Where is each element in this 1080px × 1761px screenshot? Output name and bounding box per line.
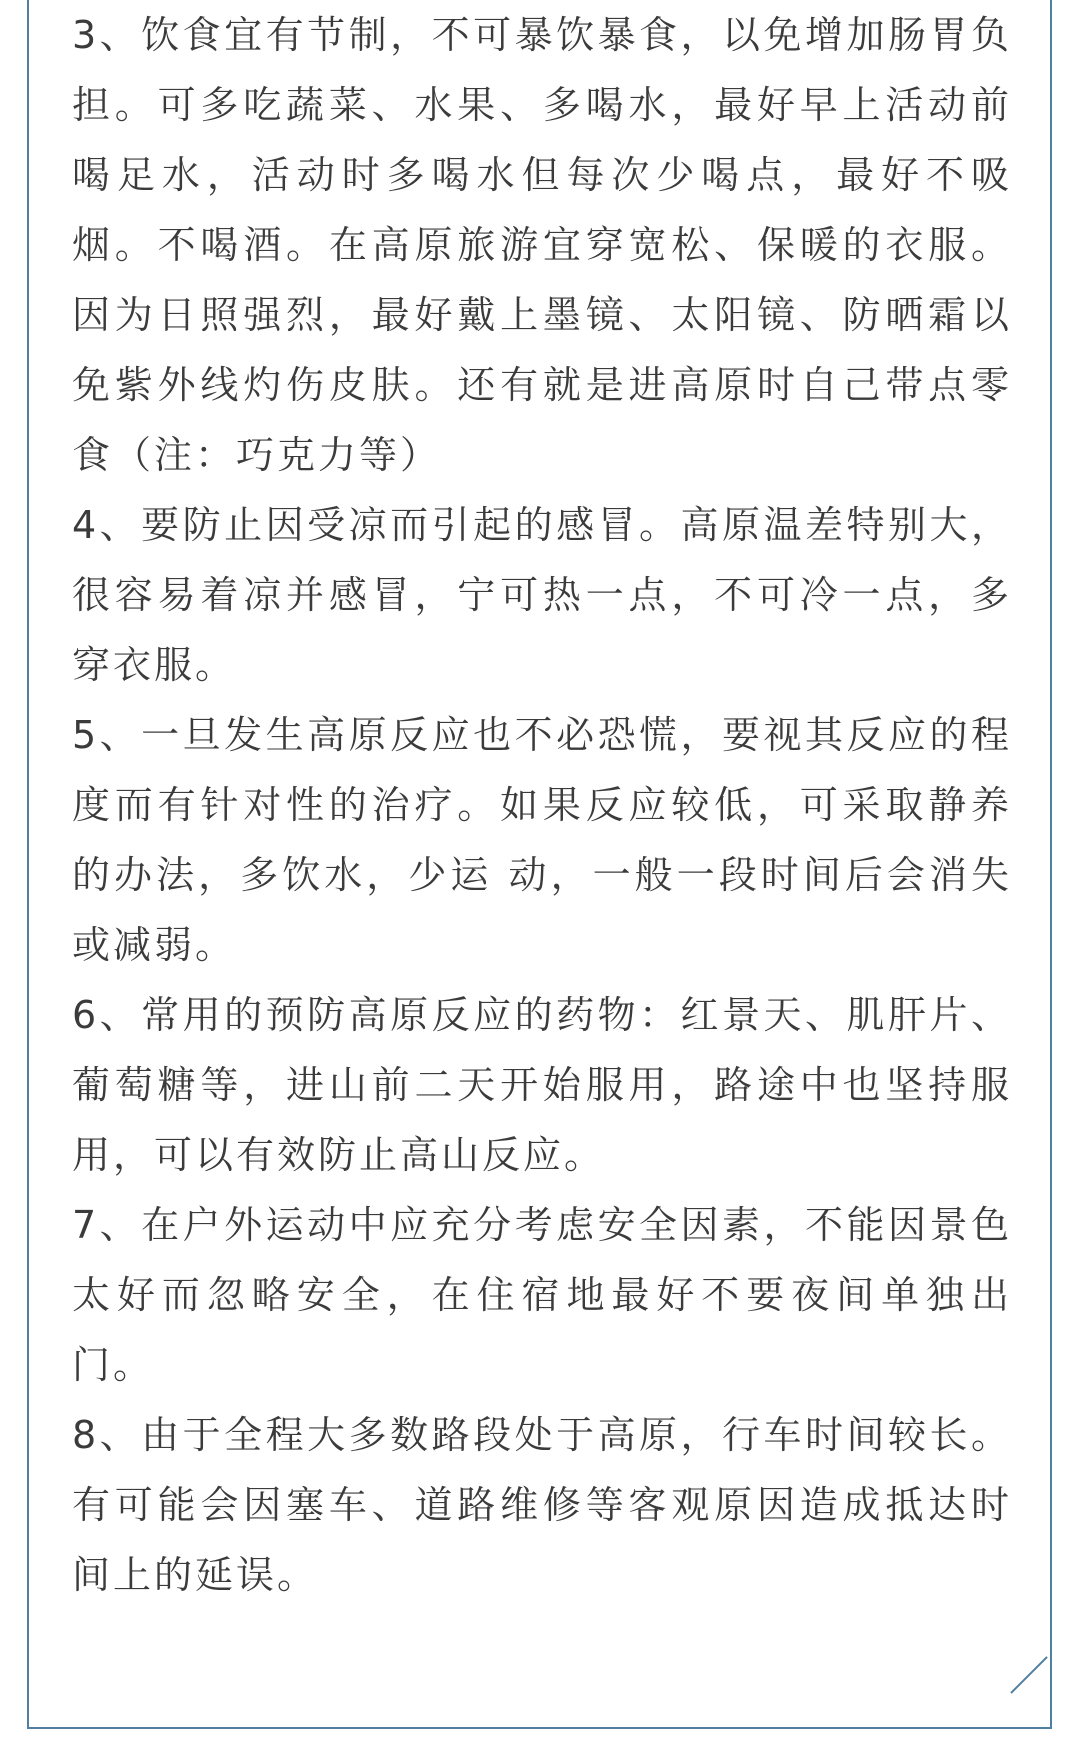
tip-5: 5、一旦发生高原反应也不必恐慌，要视其反应的程度而有针对性的治疗。如果反应较低，可采取静养的办法，多饮水，少运 动，一般一段时间后会消失或减弱。 xyxy=(72,713,1012,967)
tip-6: 6、常用的预防高原反应的药物：红景天、肌肝片、葡萄糖等，进山前二天开始服用，路途中也坚持服用，可以有效防止高山反应。 xyxy=(72,993,1012,1177)
tip-8: 8、由于全程大多数路段处于高原，行车时间较长。有可能会因塞车、道路维修等客观原因造成抵达时间上的延误。 xyxy=(72,1413,1012,1597)
frame-corner-cut xyxy=(1014,1691,1050,1727)
tip-3: 3、饮食宜有节制，不可暴饮暴食，以免增加肠胃负担。可多吃蔬菜、水果、多喝水，最好早上活动前喝足水，活动时多喝水但每次少喝点，最好不吸烟。不喝酒。在高原旅游宜穿宽松、保暖的衣服。因为日照强烈，最好戴上墨镜、太阳镜、防晒霜以免紫外线灼伤皮肤。还有就是进高原时自己带点零食（注：巧克力等） xyxy=(72,13,1012,477)
tip-4: 4、要防止因受凉而引起的感冒。高原温差特别大，很容易着凉并感冒，宁可热一点，不可冷一点，多穿衣服。 xyxy=(72,503,1012,687)
article-body xyxy=(72,0,1012,1610)
tip-7: 7、在户外运动中应充分考虑安全因素，不能因景色太好而忽略安全，在住宿地最好不要夜间单独出门。 xyxy=(72,1203,1012,1387)
